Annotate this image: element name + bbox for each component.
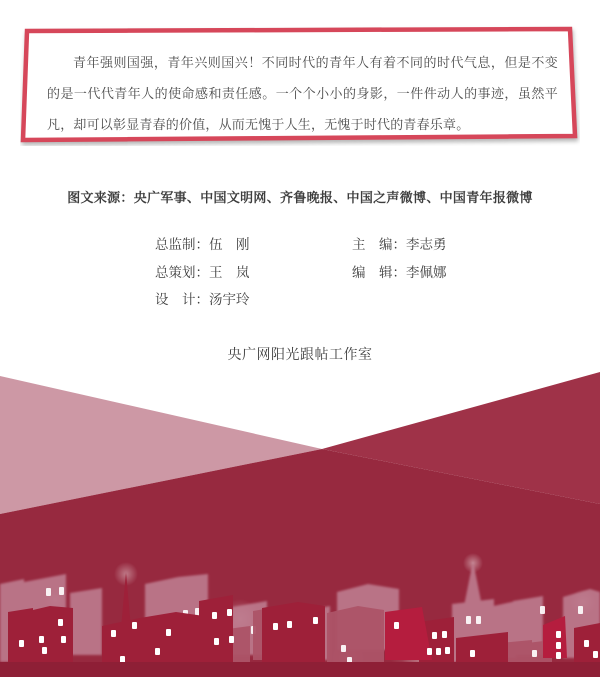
ground-band [0,662,600,677]
credits-column-right [352,231,447,286]
studio-name: 央广网阳光跟帖工作室 [227,346,373,362]
buildings-middle [205,606,552,668]
credits-column-left [155,231,250,314]
credit-chief-planner: 总策划：王 岚 [155,264,250,280]
buildings-background [0,561,600,662]
buildings-bright [385,607,567,660]
credit-designer: 设 计：汤宇玲 [155,292,250,307]
source-line: 图文来源：央广军事、中国文明网、齐鲁晚报、中国之声微博、中国青年报微博 [67,190,533,205]
triangle-decoration [0,372,600,677]
credit-chief-editor: 主 编：李志勇 [352,237,447,252]
buildings-foreground [8,572,600,672]
quote-text: 青年强则国强，青年兴则国兴！不同时代的青年人有着不同的时代气息，但是不变的是一代代青年人的使命感和责任感。一个个小小的身影，一件件动人的事迹，虽然平凡，却可以彰显青春的价值，从而无愧于人生，无愧于时代的青春乐章。 [47,55,558,132]
skyline-graphic [0,553,600,677]
windows-background [46,587,583,634]
windows-middle [341,645,537,664]
quote-box [20,24,580,146]
windows-foreground [19,609,598,663]
credits-block [0,231,600,316]
credit-chief-producer: 总监制：伍 刚 [155,237,250,252]
credit-editor: 编 辑：李佩娜 [352,264,447,280]
